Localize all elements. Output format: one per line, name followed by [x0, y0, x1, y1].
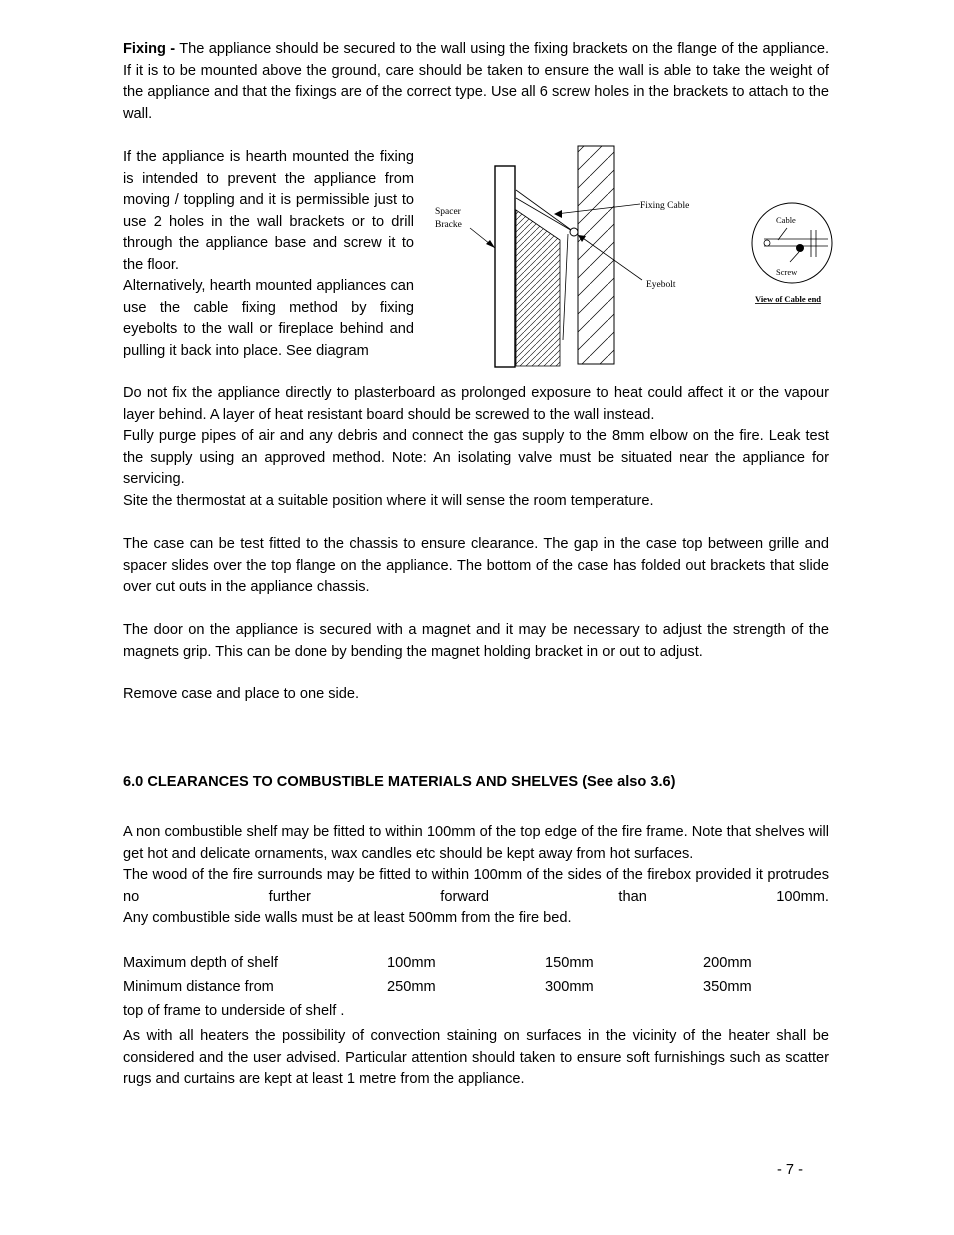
appliance-body	[516, 210, 560, 366]
screw-icon	[796, 244, 804, 252]
thermostat-paragraph: Site the thermostat at a suitable position where it will sense the room temperature.	[123, 492, 654, 509]
table-cell: 300mm	[545, 979, 594, 995]
case-paragraph: The case can be test fitted to the chassis to ensure clearance. The gap in the case top between grille and spacer slides over the top flange on the appliance. The bottom of the case has folded out brackets that slide over cut outs in the appliance chassis.	[123, 536, 829, 595]
table-row	[123, 976, 829, 998]
table-row	[123, 952, 829, 974]
screw-label: Screw	[776, 267, 798, 277]
wood-paragraph: The wood of the fire surrounds may be fitted to within 100mm of the sides of the firebox provided it protrudes no further forward than 100mm.	[123, 867, 829, 905]
alternatively-paragraph: Alternatively, hearth mounted appliances can use the cable fixing method by fixing eyebolts to the wall or fireplace behind and pulling it back into place. See diagram	[123, 278, 414, 359]
purge-paragraph: Fully purge pipes of air and any debris and connect the gas supply to the 8mm elbow on the fire. Leak test the supply using an approved method. Note: An isolating valve must be situated near the appliance for servicing.	[123, 428, 829, 487]
view-of-cable-end-caption: View of Cable end	[755, 294, 822, 304]
table-cell: 200mm	[703, 955, 752, 971]
table-note: top of frame to underside of shelf .	[123, 1003, 345, 1019]
side-walls-paragraph: Any combustible side walls must be at least 500mm from the fire bed.	[123, 910, 572, 926]
door-paragraph: The door on the appliance is secured with a magnet and it may be necessary to adjust the strength of the magnets grip. This can be done by bending the magnet holding bracket in or out to adjust.	[123, 622, 829, 660]
eyebolt-circle	[570, 228, 578, 236]
spacer-label-2: Bracke	[435, 220, 462, 230]
door-paragraph-block	[123, 620, 829, 663]
remove-paragraph: Remove case and place to one side.	[123, 686, 360, 702]
cable-fixing-diagram	[428, 140, 838, 372]
fixing-cable-label: Fixing Cable	[640, 201, 690, 211]
hearth-column	[123, 147, 414, 362]
fixing-label: Fixing -	[123, 41, 176, 57]
table-cell-label: Minimum distance from	[123, 979, 274, 995]
shelf-paragraph: A non combustible shelf may be fitted to within 100mm of the top edge of the fire frame. Note that shelves will get hot and delicate ornaments, wax candles etc should be kept away from hot surfaces.	[123, 824, 829, 862]
table-cell-label: Maximum depth of shelf	[123, 955, 278, 971]
fixing-text: The appliance should be secured to the wall using the fixing brackets on the flange of the appliance. If it is to be mounted above the ground, care should be taken to ensure the wall is able to take the weight of the appliance and that the fixings are of the correct type. Use all 6 screw holes in the brackets to attach to the wall.	[123, 41, 829, 122]
staining-paragraph: As with all heaters the possibility of convection staining on surfaces in the vicinity of the heater shall be considered and the user advised. Particular attention should taken to ensure soft furnishings such as scatter rugs and curtains are kept at least 1 metre from the appliance.	[123, 1028, 829, 1087]
remove-paragraph-block	[123, 684, 829, 706]
table-cell: 350mm	[703, 979, 752, 995]
spacer-label-1: Spacer	[435, 207, 461, 217]
cable-label: Cable	[776, 215, 796, 225]
hearth-paragraph: If the appliance is hearth mounted the fixing is intended to prevent the appliance from moving / toppling and it is permissible just to use 2 holes in the wall brackets or to drill through the appliance base and screw it to the floor.	[123, 149, 414, 273]
eyebolt-label: Eyebolt	[646, 280, 676, 290]
case-paragraph-block	[123, 534, 829, 599]
section6-block	[123, 822, 829, 930]
body-block	[123, 383, 829, 512]
fixing-paragraph	[123, 39, 829, 125]
page-number: - 7 -	[777, 1162, 803, 1178]
table-cell: 100mm	[387, 955, 436, 971]
table-cell: 250mm	[387, 979, 436, 995]
spacer-bracket-shape	[495, 166, 515, 367]
table-cell: 150mm	[545, 955, 594, 971]
wall-section	[578, 146, 614, 364]
section-heading: 6.0 CLEARANCES TO COMBUSTIBLE MATERIALS AND SHELVES (See also 3.6)	[123, 774, 676, 790]
plasterboard-paragraph: Do not fix the appliance directly to plasterboard as prolonged exposure to heat could affect it or the vapour layer behind. A layer of heat resistant board should be screwed to the wall instead.	[123, 385, 829, 423]
